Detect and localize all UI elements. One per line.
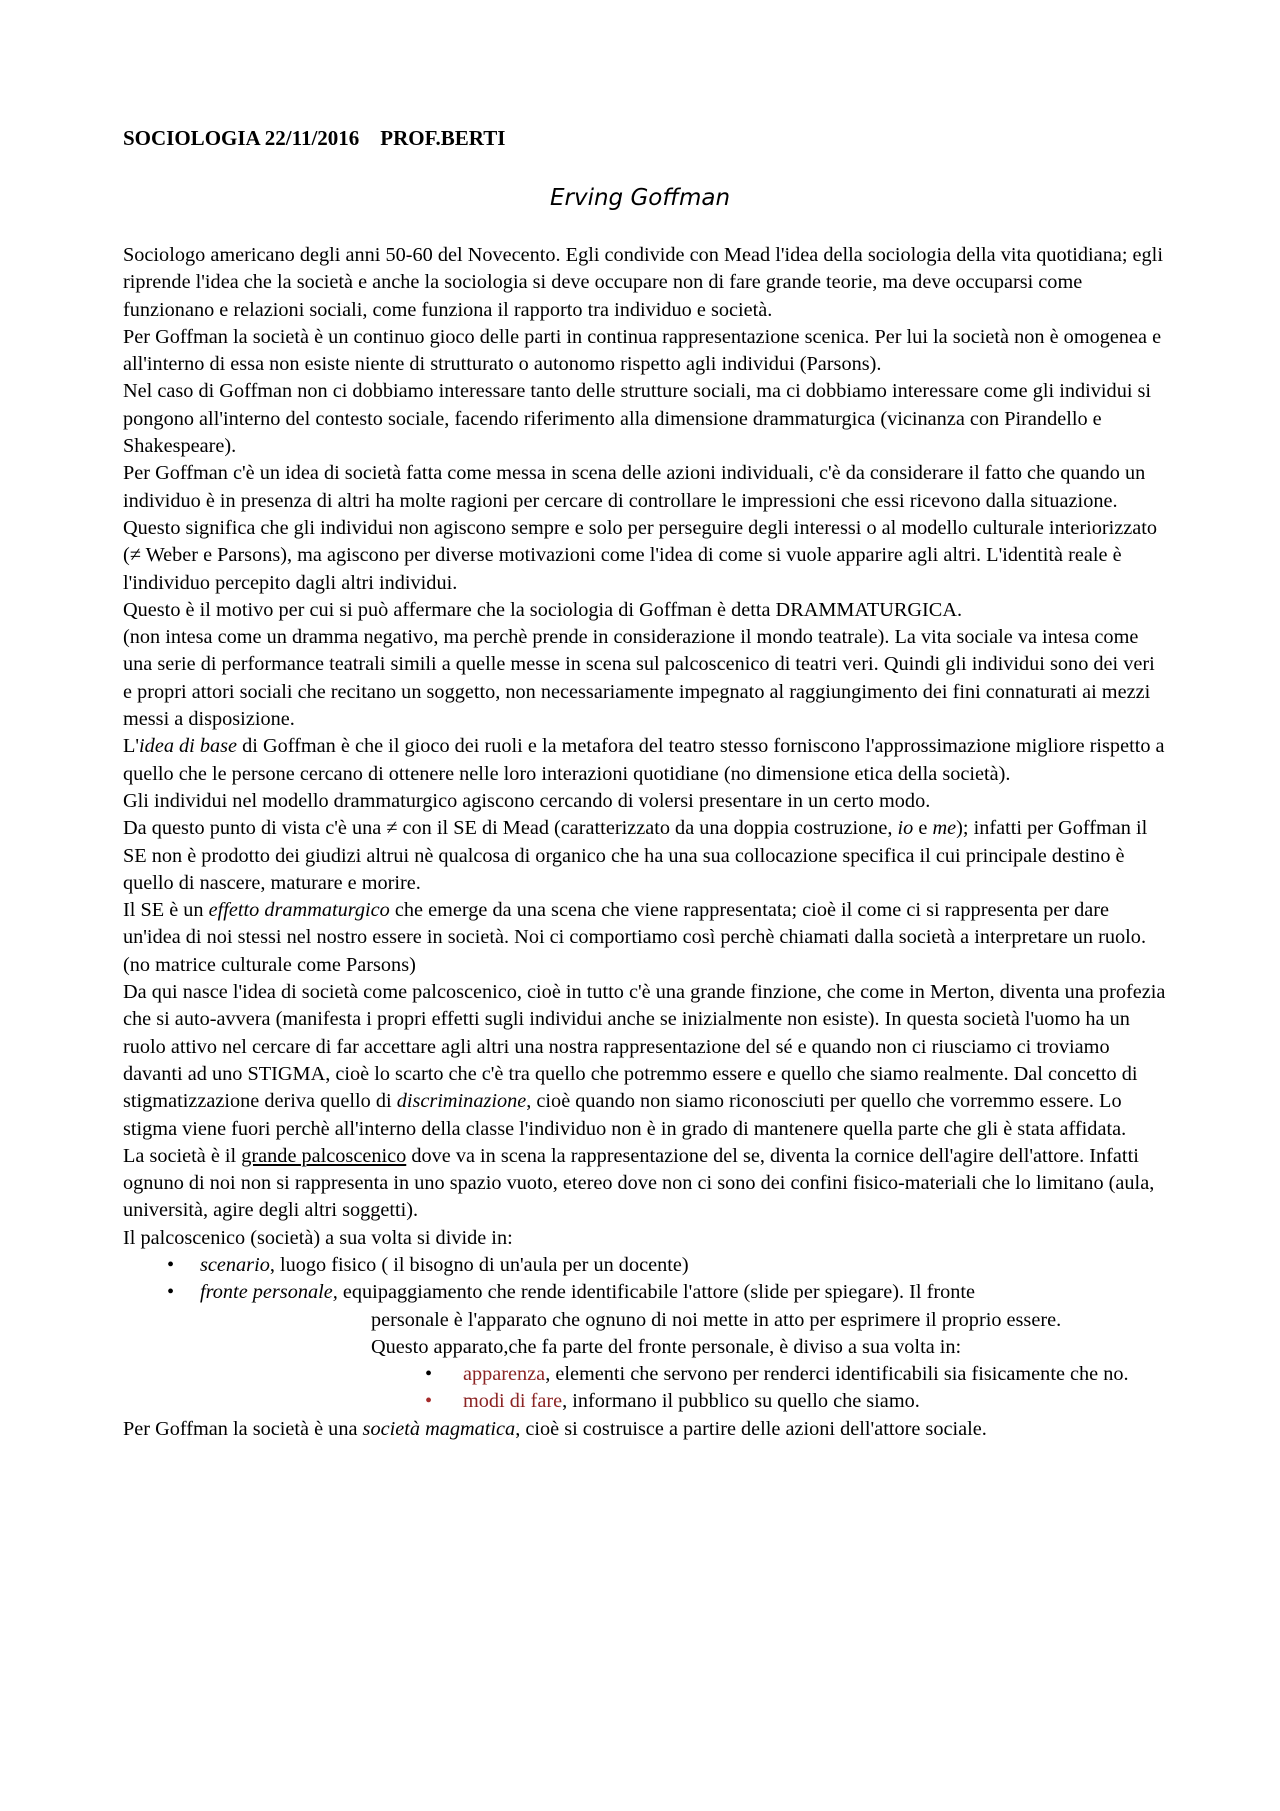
document-body	[123, 242, 1168, 1443]
italic-term: società magmatica	[362, 1417, 516, 1440]
italic-term: discriminazione	[396, 1090, 527, 1113]
paragraph: Sociologo americano degli anni 50-60 del Novecento. Egli condivide con Mead l'idea della sociologia della vita quotidiana; egli riprende l'idea che la società e anche la sociologia si deve occupare non di fare grande teorie, ma deve occuparsi come funzionano e relazioni sociali, come funziona il rapporto tra individuo e società.	[123, 244, 1163, 321]
paragraph: La società è il grande palcoscenico dove va in scena la rappresentazione del se, diventa la cornice dell'agire dell'attore. Infatti ognuno di noi non si rappresenta in uno spazio vuoto, etereo dove non ci sono dei confini fisico-materiali che lo limitano (aula, università, agire degli altri soggetti).	[123, 1144, 1155, 1222]
bullet-icon: •	[167, 1253, 175, 1276]
document-header: SOCIOLOGIA 22/11/2016 PROF.BERTI	[123, 126, 506, 150]
italic-term: scenario	[200, 1253, 270, 1276]
list-item: • scenario, luogo fisico ( il bisogno di un'aula per un docente)	[123, 1252, 1168, 1279]
list-item-continuation: Questo apparato,che fa parte del fronte personale, è diviso a sua volta in:	[371, 1335, 962, 1358]
paragraph: Per Goffman la società è una società magmatica, cioè si costruisce a partire delle azioni dell'attore sociale.	[123, 1417, 987, 1440]
paragraph: Da qui nasce l'idea di società come palcoscenico, cioè in tutto c'è una grande finzione, che come in Merton, diventa una profezia che si auto-avvera (manifesta i propri effetti sugli individui anche se inizialmente non esiste). In questa società l'uomo ha un ruolo attivo nel cercare di far accettare agli altri una nostra rappresentazione del sé e quando non ci riusciamo ci troviamo davanti ad uno STIGMA, cioè lo scarto che c'è tra quello che potremmo essere e quello che siamo realmente. Dal concetto di stigmatizzazione deriva quello di discriminazione, cioè quando non siamo riconosciuti per quello che vorremmo essere. Lo stigma viene fuori perchè all'interno della classe l'individuo non è in grado di mantenere quella parte che gli è stata affidata.	[123, 981, 1166, 1140]
italic-term: me	[932, 817, 957, 840]
document-title: Erving Goffman	[549, 185, 731, 211]
list-item: • fronte personale, equipaggiamento che rende identificabile l'attore (slide per spiegare). Il fronte	[123, 1279, 1168, 1306]
paragraph: Questo è il motivo per cui si può affermare che la sociologia di Goffman è detta DRAMMATURGICA.	[123, 598, 963, 621]
underlined-term: grande palcoscenico	[241, 1144, 407, 1167]
list-item-continuation: personale è l'apparato che ognuno di noi mette in atto per esprimere il proprio essere.	[371, 1308, 1062, 1331]
paragraph: Per Goffman la società è un continuo gioco delle parti in continua rappresentazione scenica. Per lui la società non è omogenea e all'interno di essa non esiste niente di strutturato o autonomo rispetto agli individui (Parsons).	[123, 325, 1162, 376]
italic-term: effetto drammaturgico	[208, 899, 390, 922]
bullet-icon: •	[425, 1390, 433, 1413]
paragraph: Gli individui nel modello drammaturgico agiscono cercando di volersi presentare in un certo modo.	[123, 789, 931, 812]
paragraph: Il SE è un effetto drammaturgico che emerge da una scena che viene rappresentata; cioè il come ci si rappresenta per dare un'idea di noi stessi nel nostro essere in società. Noi ci comportiamo così perchè chiamati dalla società a interpretare un ruolo. (no matrice culturale come Parsons)	[123, 899, 1147, 976]
colored-term: apparenza	[463, 1363, 546, 1386]
paragraph: Per Goffman c'è un idea di società fatta come messa in scena delle azioni individuali, c'è da considerare il fatto che quando un individuo è in presenza di altri ha molte ragioni per cercare di controllare le impressioni che essi ricevono dalla situazione. Questo significa che gli individui non agiscono sempre e solo per perseguire degli interessi o al modello culturale interiorizzato (≠ Weber e Parsons), ma agiscono per diverse motivazioni come l'idea di come si vuole apparire agli altri. L'identità reale è l'individuo percepito dagli altri individui.	[123, 462, 1158, 594]
sub-list-item: • modi di fare, informano il pubblico su quello che siamo.	[123, 1388, 1168, 1415]
italic-term: fronte personale,	[200, 1281, 338, 1304]
paragraph: L'idea di base di Goffman è che il gioco dei ruoli e la metafora del teatro stesso forniscono l'approssimazione migliore rispetto a quello che le persone cercano di ottenere nelle loro interazioni quotidiane (no dimensione etica della società).	[123, 735, 1165, 785]
paragraph: Il palcoscenico (società) a sua volta si divide in:	[123, 1226, 513, 1249]
paragraph: Nel caso di Goffman non ci dobbiamo interessare tanto delle strutture sociali, ma ci dobbiamo interessare come gli individui si pongono all'interno del contesto sociale, facendo riferimento alla dimensione drammaturgica (vicinanza con Pirandello e Shakespeare).	[123, 380, 1152, 458]
colored-term: modi di fare	[463, 1390, 563, 1413]
bullet-icon: •	[167, 1281, 175, 1304]
italic-term: io	[897, 817, 914, 840]
paragraph: (non intesa come un dramma negativo, ma perchè prende in considerazione il mondo teatrale). La vita sociale va intesa come una serie di performance teatrali simili a quelle messe in scena sul palcoscenico di teatri veri. Quindi gli individui sono dei veri e propri attori sociali che recitano un soggetto, non necessariamente impegnato al raggiungimento dei fini connaturati ai mezzi messi a disposizione.	[123, 626, 1155, 731]
italic-term: idea di base	[139, 735, 238, 758]
bullet-icon: •	[425, 1363, 433, 1386]
paragraph: Da questo punto di vista c'è una ≠ con il SE di Mead (caratterizzato da una doppia costruzione, io e me); infatti per Goffman il SE non è prodotto dei giudizi altrui nè qualcosa di organico che ha una sua collocazione specifica il cui principale destino è quello di nascere, maturare e morire.	[123, 817, 1148, 894]
sub-list-item: • apparenza, elementi che servono per renderci identificabili sia fisicamente che no.	[123, 1361, 1168, 1388]
